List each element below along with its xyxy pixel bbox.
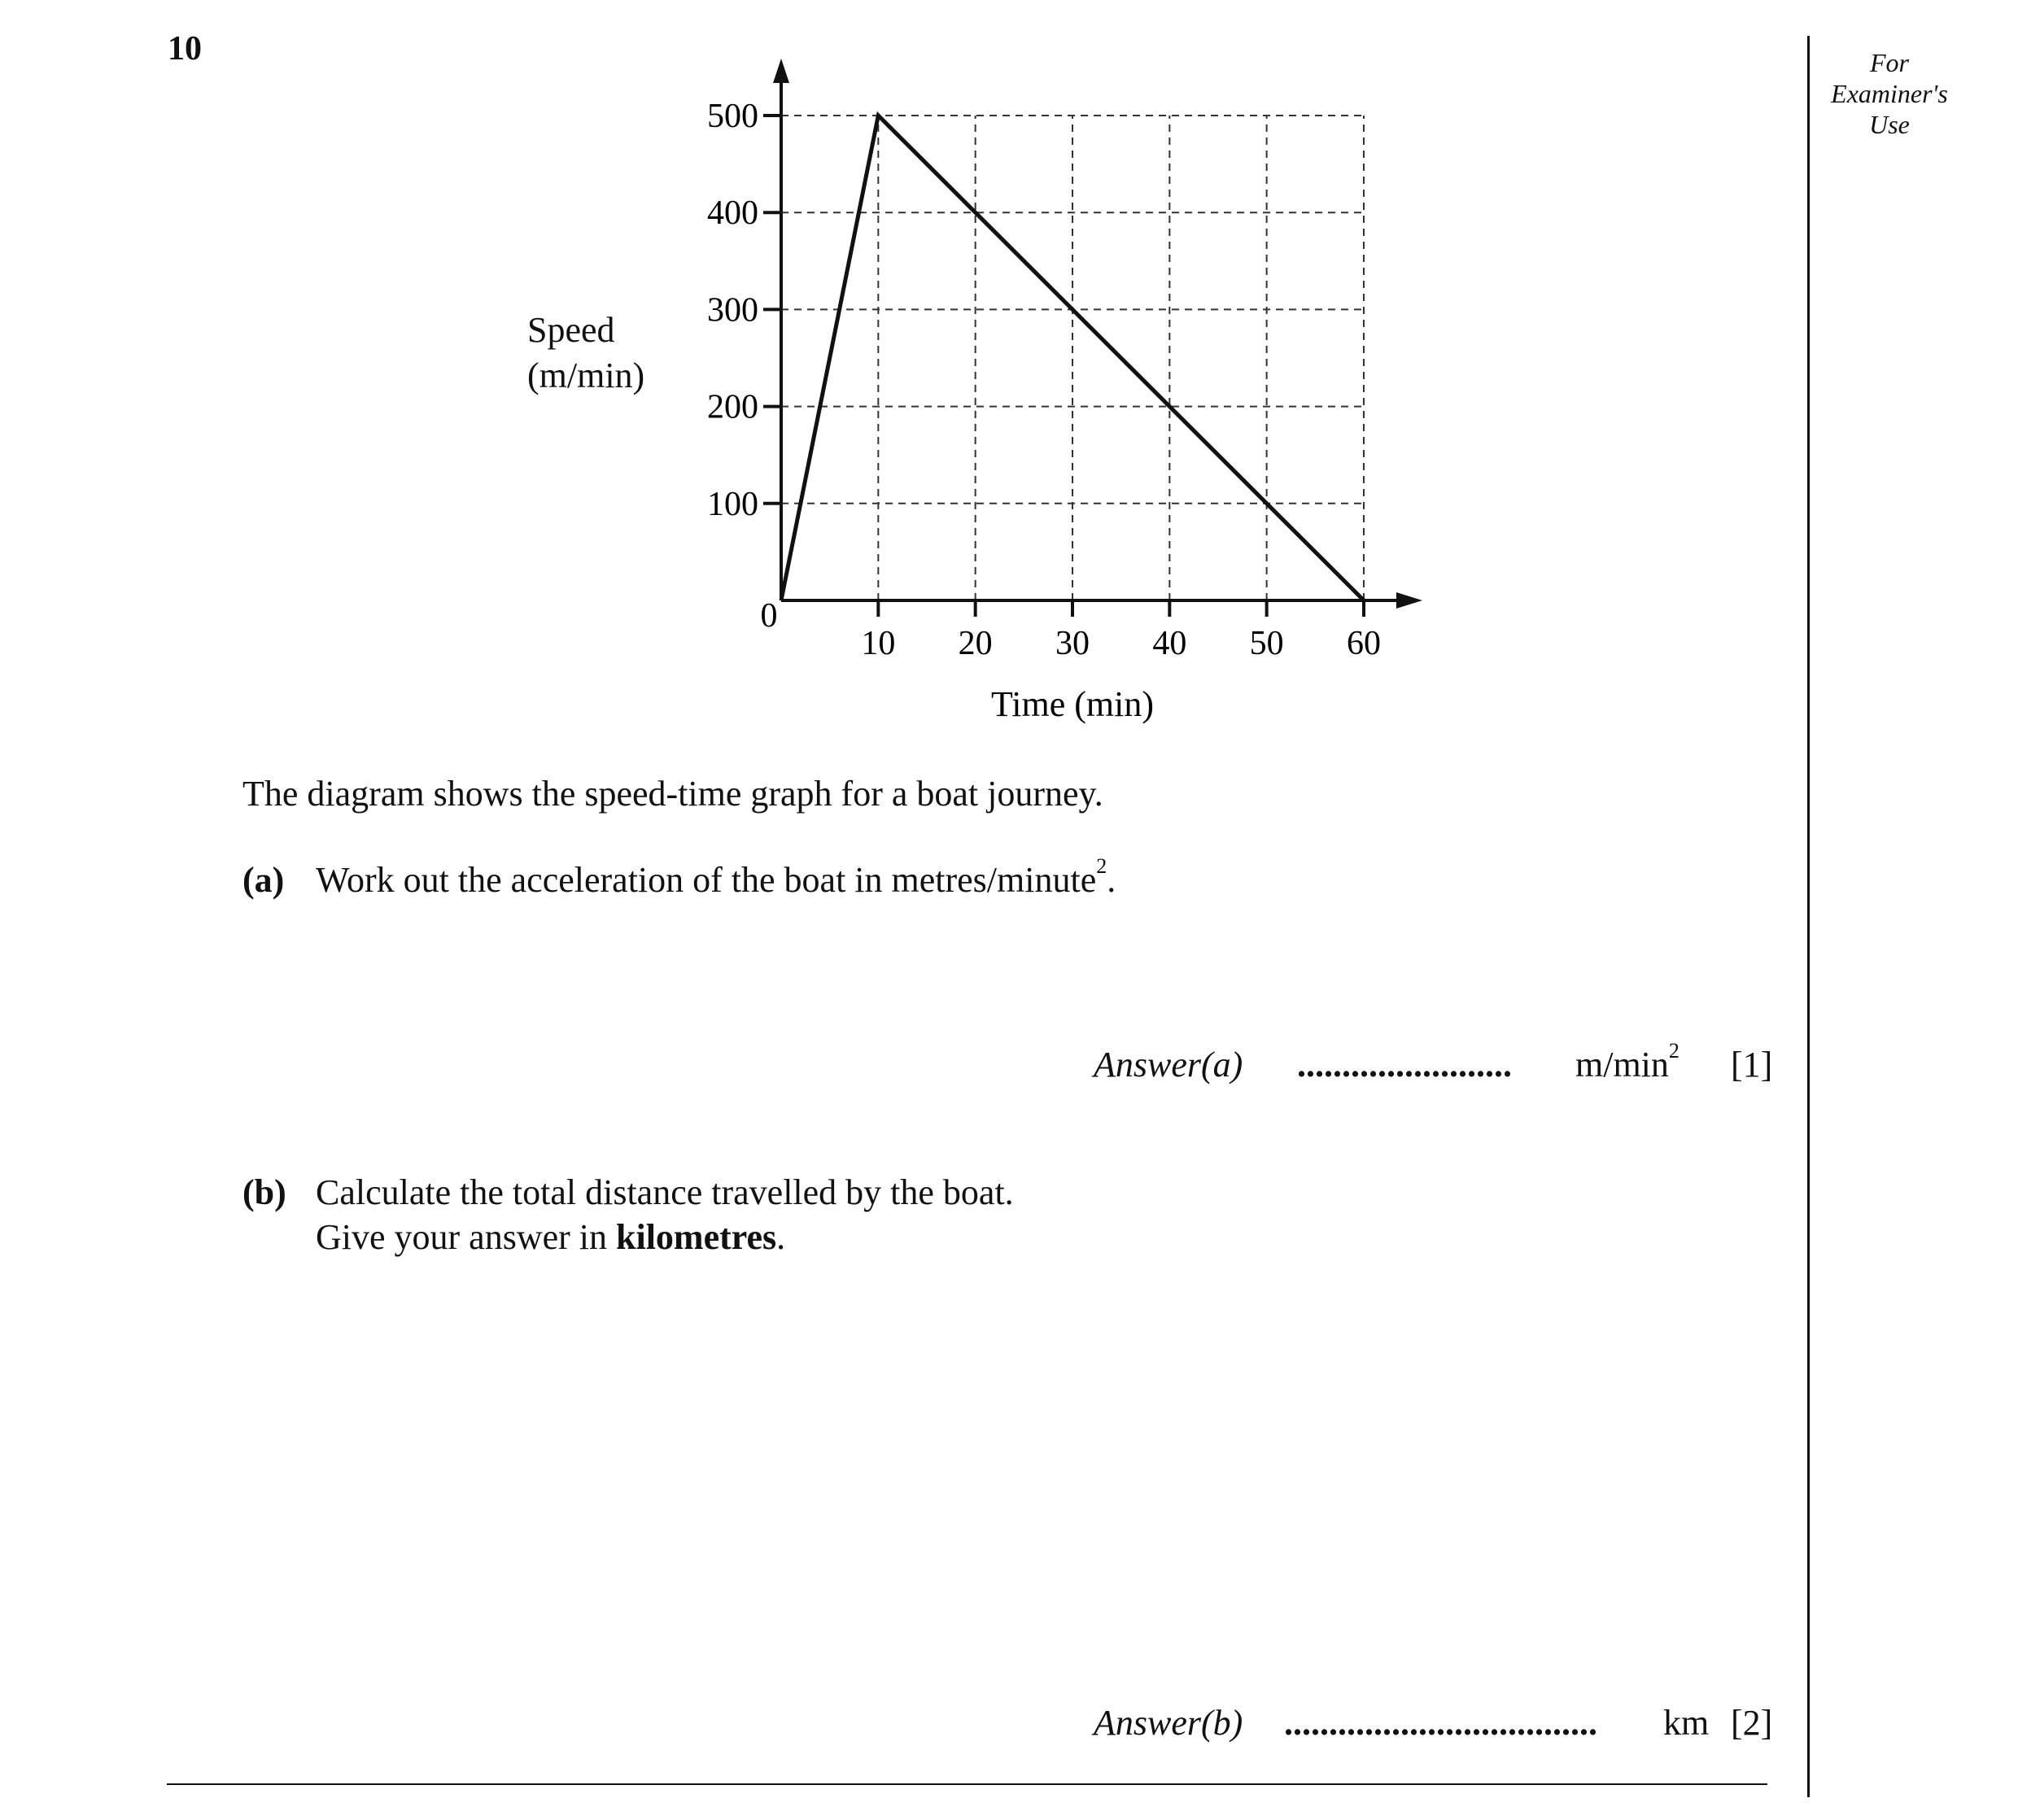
examiner-line-2: Examiner's (1831, 79, 1948, 108)
answer-a-field[interactable]: ........................ (1297, 1045, 1512, 1085)
y-axis-label-line-2: (m/min) (527, 356, 645, 395)
origin-label: 0 (760, 597, 778, 635)
part-b-line-2-post: . (776, 1217, 786, 1257)
x-tick-label-40: 40 (1152, 625, 1187, 662)
y-tick-label-200: 200 (707, 388, 758, 426)
bottom-rule (167, 1783, 1767, 1785)
x-tick-label-60: 60 (1347, 625, 1381, 662)
answer-b-marks: [2] (1731, 1703, 1773, 1743)
speed-time-graph (0, 0, 2018, 814)
answer-b-field[interactable]: ................................... (1284, 1703, 1597, 1743)
part-b-line-2 (316, 1216, 785, 1258)
answer-b-label: Answer(b) (1094, 1703, 1243, 1743)
part-b-label: (b) (242, 1172, 286, 1212)
y-tick-label-100: 100 (707, 485, 758, 523)
answer-a-label: Answer(a) (1094, 1045, 1243, 1085)
y-tick-label-300: 300 (707, 291, 758, 330)
y-tick-label-500: 500 (707, 98, 758, 135)
chart-grid (781, 116, 1364, 600)
examiner-line-1: For (1870, 48, 1909, 77)
x-tick-label-30: 30 (1055, 625, 1090, 662)
answer-a-unit (1575, 1039, 1679, 1085)
answer-a-marks: [1] (1731, 1045, 1773, 1085)
y-axis-label-line-1: Speed (527, 310, 615, 350)
answer-a-unit-text: m/min (1575, 1045, 1669, 1085)
answer-a-unit-sup: 2 (1668, 1039, 1679, 1063)
part-a-text: Work out the acceleration of the boat in metres/minute (316, 860, 1097, 900)
y-axis-arrow (773, 59, 789, 83)
part-b-line-2-pre: Give your answer in (316, 1217, 617, 1257)
x-axis-arrow (1396, 592, 1422, 609)
series-line-0 (781, 116, 1364, 600)
part-b-line-2-bold: kilometres (616, 1217, 777, 1257)
x-tick-label-20: 20 (958, 625, 993, 662)
question-intro: The diagram shows the speed-time graph for a boat journey. (242, 774, 1103, 814)
chart-ticks (707, 98, 1381, 662)
part-a-superscript: 2 (1096, 854, 1107, 878)
part-b-line-1: Calculate the total distance travelled by the boat. (316, 1172, 1014, 1212)
x-axis-label: Time (min) (990, 684, 1155, 724)
part-a-question (316, 854, 1116, 901)
chart-series (781, 116, 1364, 600)
examiner-line-3: Use (1869, 110, 1910, 139)
part-a-tail: . (1107, 860, 1116, 900)
part-a-label: (a) (242, 860, 285, 900)
answer-b-unit: km (1663, 1703, 1710, 1743)
x-tick-label-10: 10 (861, 625, 896, 662)
question-number: 10 (168, 30, 202, 68)
y-tick-label-400: 400 (707, 194, 758, 233)
x-tick-label-50: 50 (1249, 625, 1284, 662)
